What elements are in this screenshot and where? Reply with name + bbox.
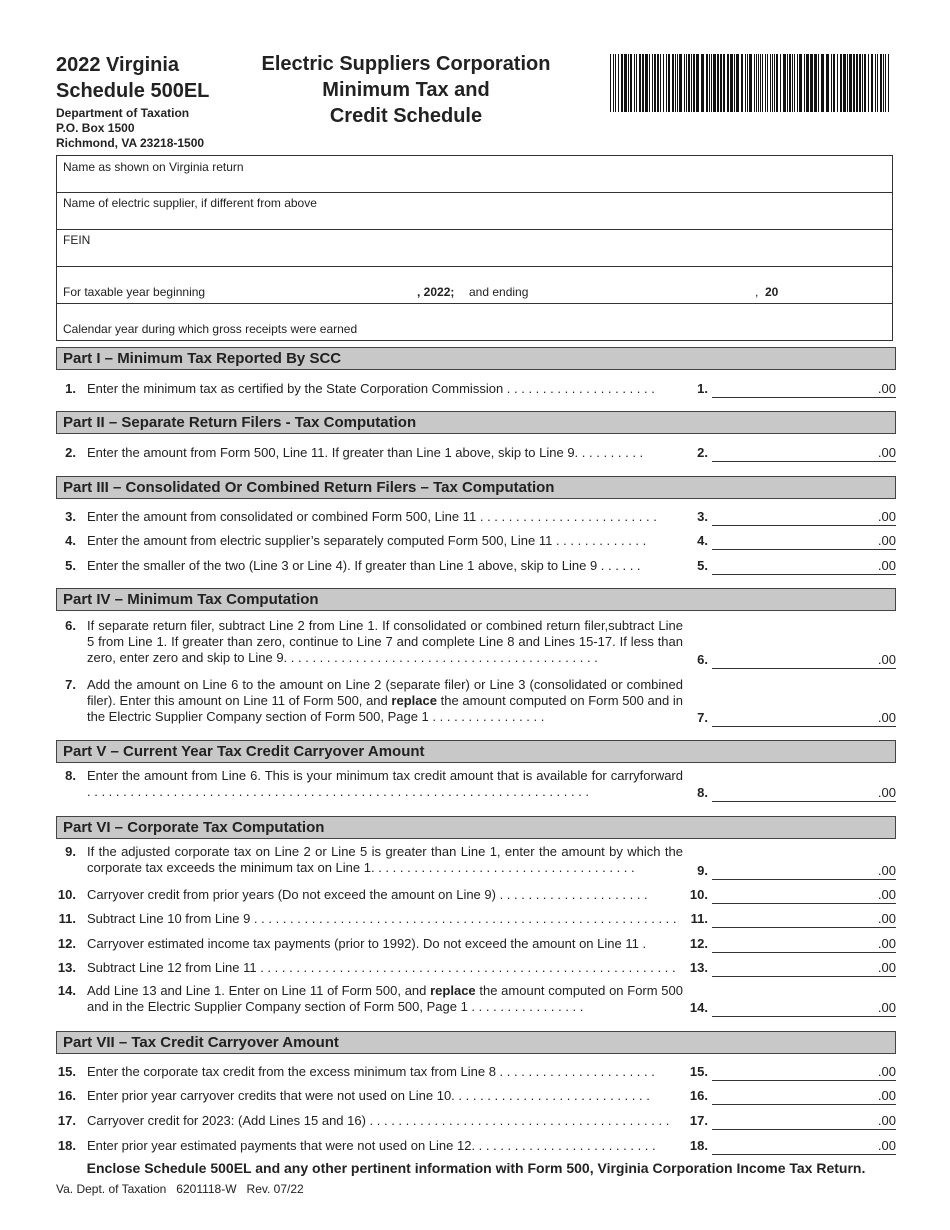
line-ref: 15. [689, 1064, 708, 1079]
barcode-bar [723, 54, 725, 112]
line-number: 11. [58, 911, 76, 926]
taxable-year-field[interactable] [56, 266, 893, 304]
barcode-bar [652, 54, 653, 112]
barcode-bar [717, 54, 719, 112]
barcode-bar [736, 54, 739, 112]
barcode-bar [833, 54, 835, 112]
barcode-bar [853, 54, 855, 112]
barcode-bar [672, 54, 674, 112]
taxable-year-2022: , 2022; [417, 285, 455, 299]
part-7-header: Part VII – Tax Credit Carryover Amount [56, 1031, 896, 1054]
line-number: 15. [57, 1064, 76, 1079]
barcode-bar [792, 54, 793, 112]
barcode-bar [772, 54, 773, 112]
barcode-bar [693, 54, 695, 112]
line-6-amount-field[interactable]: .00 [712, 652, 896, 669]
barcode-bar [613, 54, 614, 112]
barcode-bar [610, 54, 611, 112]
line-13-amount-field[interactable]: .00 [712, 960, 896, 977]
barcode-bar [849, 54, 852, 112]
barcode-bar [679, 54, 682, 112]
line-text: Enter the amount from consolidated or combined Form 500, Line 11 . . . . . . . . . . . . . . . . . . . . . . . . . [87, 509, 657, 524]
barcode-bar [666, 54, 667, 112]
line-text: Enter the amount from Form 500, Line 11. If greater than Line 1 above, skip to Line 9. . . . . . . . . . [87, 445, 644, 460]
barcode-bar [770, 54, 771, 112]
heading-line-3: Credit Schedule [329, 105, 483, 127]
barcode-bar [630, 54, 632, 112]
line-text: Enter the amount from Line 6. This is your minimum tax credit amount that is available for carryforward . . . . . . . . . . . . . . . . . . . . . . . . . . . . . . . . . . . . . . . . . . . . . . . . . . . . . . . . . . . . . . . . . . . . . . [87, 768, 683, 799]
line-14-text-part-1: Add Line 13 and Line 1. Enter on Line 11 of Form 500, and [87, 983, 431, 998]
barcode-bar [636, 54, 637, 112]
barcode-bar [877, 54, 878, 112]
line-9 [56, 844, 896, 882]
barcode-bar [776, 54, 778, 112]
line-14 [56, 983, 896, 1019]
part-4-header: Part IV – Minimum Tax Computation [56, 588, 896, 611]
barcode-bar [684, 54, 685, 112]
line-8-amount-field[interactable]: .00 [712, 785, 896, 802]
barcode-bar [706, 54, 708, 112]
form-year-title: 2022 Virginia [56, 54, 180, 76]
line-number: 9. [65, 844, 76, 859]
line-text: Carryover credit from prior years (Do not exceed the amount on Line 9) . . . . . . . . . . . . . . . . . . . . . [87, 887, 648, 902]
barcode-bar [888, 54, 889, 112]
line-9-amount-field[interactable]: .00 [712, 863, 896, 880]
line-number: 6. [65, 618, 76, 633]
line-number: 18. [57, 1138, 76, 1153]
line-text: Enter the smaller of the two (Line 3 or Line 4). If greater than Line 1 above, skip to Line 9 . . . . . . [87, 558, 641, 573]
line-number: 7. [65, 677, 76, 692]
supplier-name-label: Name of electric supplier, if different from above [63, 196, 317, 210]
barcode-bar [621, 54, 623, 112]
barcode-bar [754, 54, 755, 112]
line-number: 17. [57, 1113, 76, 1128]
line-7-amount-field[interactable]: .00 [712, 710, 896, 727]
barcode-bar [645, 54, 648, 112]
barcode-bar [794, 54, 795, 112]
line-ref: 18. [689, 1138, 708, 1153]
line-ref: 5. [697, 558, 708, 573]
line-ref: 2. [697, 445, 708, 460]
barcode-bar [804, 54, 805, 112]
barcode-bar [767, 54, 768, 112]
line-1 [56, 381, 896, 399]
line-ref: 14. [689, 1000, 708, 1015]
barcode-bar [657, 54, 659, 112]
part-6-header: Part VI – Corporate Tax Computation [56, 816, 896, 839]
line-ref: 16. [689, 1088, 708, 1103]
barcode-bar [774, 54, 775, 112]
line-14-text-part-2: the amount computed on Form 500 and in the Electric Supplier Company section of Form 500, Page 1 . . . . . . . . . . . . . . . . [87, 983, 683, 1014]
part-3-header: Part III – Consolidated Or Combined Return Filers – Tax Computation [56, 476, 896, 499]
barcode-bar [642, 54, 644, 112]
line-number: 10. [57, 887, 76, 902]
line-11-amount-field[interactable]: .00 [712, 911, 896, 928]
po-box: P.O. Box 1500 [56, 121, 135, 135]
barcode-bar [691, 54, 692, 112]
line-7-text-part-1: Add the amount on Line 6 to the amount on Line 2 (separate filer) or Line 3 (consolidated or combined filer). Enter this amount on Line 11 of Form 500, and [87, 677, 683, 708]
line-number: 16. [57, 1088, 76, 1103]
barcode-bar [634, 54, 635, 112]
barcode-bar [818, 54, 819, 112]
enclosure-note: Enclose Schedule 500EL and any other pertinent information with Form 500, Virginia Corporation Income Tax Return. [86, 1160, 866, 1176]
line-text: Carryover estimated income tax payments (prior to 1992). Do not exceed the amount on Line 11 . [87, 936, 647, 951]
department-address [56, 106, 204, 151]
line-14-replace-emphasis: replace [430, 983, 476, 998]
line-number: 4. [65, 533, 76, 548]
line-8 [56, 768, 896, 804]
line-15-amount-field[interactable]: .00 [712, 1064, 896, 1081]
part-2-header: Part II – Separate Return Filers - Tax Computation [56, 411, 896, 434]
barcode-bar [797, 54, 798, 112]
barcode-image [610, 54, 892, 112]
line-2 [56, 445, 896, 463]
line-number: 2. [65, 445, 76, 460]
barcode-bar [663, 54, 664, 112]
barcode-bar [783, 54, 786, 112]
barcode-bar [756, 54, 757, 112]
barcode-bar [789, 54, 791, 112]
form-identifier: Va. Dept. of Taxation 6201118-W Rev. 07/22 [56, 1182, 304, 1196]
taxable-year-comma: , [755, 285, 759, 299]
barcode-bar [730, 54, 733, 112]
barcode-bar [871, 54, 873, 112]
calendar-year-label: Calendar year during which gross receipts were earned [63, 322, 358, 336]
department-name: Department of Taxation [56, 106, 190, 120]
barcode-bar [686, 54, 687, 112]
line-text [87, 983, 683, 1015]
barcode-bar [734, 54, 735, 112]
barcode-bar [749, 54, 752, 112]
barcode-bar [880, 54, 882, 112]
line-text [87, 677, 683, 725]
line-ref: 10. [689, 887, 708, 902]
line-text: If the adjusted corporate tax on Line 2 or Line 5 is greater than Line 1, enter the amount by which the corporate tax exceeds the minimum tax on Line 1. . . . . . . . . . . . . . . . . . . . . . . . . . . . . . . . . . . . . [87, 844, 683, 875]
line-ref: 12. [689, 936, 708, 951]
line-text: If separate return filer, subtract Line 2 from Line 1. If consolidated or combined return filer,subtract Line 5 from Line 1. If greater than zero, continue to Line 7 and complete Line 8 and Lines 15-17. If less than zero, enter zero and skip to Line 9. . . . . . . . . . . . . . . . . . . . . . . . . . . . . . . . . . . . . . . . . . . . [87, 618, 683, 665]
name-field-label: Name as shown on Virginia return [63, 160, 244, 174]
barcode-bar [615, 54, 616, 112]
line-number: 3. [65, 509, 76, 524]
fein-label: FEIN [63, 233, 91, 247]
schedule-heading [238, 51, 574, 129]
barcode-bar [696, 54, 699, 112]
line-18-amount-field[interactable]: .00 [712, 1138, 896, 1155]
city-state-zip: Richmond, VA 23218-1500 [56, 136, 205, 150]
line-number: 13. [57, 960, 76, 975]
barcode-bar [780, 54, 781, 112]
barcode-bar [787, 54, 788, 112]
line-text: Enter prior year estimated payments that were not used on Line 12. . . . . . . . . . . . . . . . . . . . . . . . . . [87, 1138, 656, 1153]
barcode-bar [875, 54, 876, 112]
line-number: 8. [65, 768, 76, 783]
line-text: Enter the corporate tax credit from the excess minimum tax from Line 8 . . . . . . . . . . . . . . . . . . . . . . [87, 1064, 655, 1079]
name-field[interactable] [56, 155, 893, 193]
line-number: 1. [65, 381, 76, 396]
line-text: Enter prior year carryover credits that were not used on Line 10. . . . . . . . . . . . . . . . . . . . . . . . . . . . [87, 1088, 650, 1103]
line-ref: 17. [689, 1113, 708, 1128]
barcode-bar [688, 54, 690, 112]
barcode-bar [806, 54, 809, 112]
barcode-bar [675, 54, 676, 112]
part-1-header: Part I – Minimum Tax Reported By SCC [56, 347, 896, 370]
line-14-amount-field[interactable]: .00 [712, 1000, 896, 1017]
barcode-bar [859, 54, 861, 112]
barcode-bar [810, 54, 813, 112]
barcode-bar [847, 54, 848, 112]
line-10-amount-field[interactable]: .00 [712, 887, 896, 904]
barcode-bar [856, 54, 858, 112]
line-7-text-part-2: the amount computed on Form 500 and in the Electric Supplier Company section of Form 500, Page 1 . . . . . . . . . . . . . . . . [87, 693, 683, 724]
line-number: 12. [57, 936, 76, 951]
line-text: Carryover credit for 2023: (Add Lines 15 and 16) . . . . . . . . . . . . . . . . . . . . . . . . . . . . . . . . . . . . . . . . . . [87, 1113, 670, 1128]
line-text: Enter the amount from electric supplier’s separately computed Form 500, Line 11 . . . . . . . . . . . . . [87, 533, 647, 548]
barcode-bar [840, 54, 842, 112]
barcode-bar [628, 54, 629, 112]
line-ref: 7. [697, 710, 708, 725]
barcode-bar [677, 54, 678, 112]
barcode-bar [883, 54, 884, 112]
barcode-bar [741, 54, 743, 112]
line-number: 14. [57, 983, 76, 998]
line-16-amount-field[interactable]: .00 [712, 1088, 896, 1105]
line-4-amount-field[interactable]: .00 [712, 533, 896, 550]
barcode-bar [745, 54, 746, 112]
part-5-header: Part V – Current Year Tax Credit Carryover Amount [56, 740, 896, 763]
barcode-bar [668, 54, 670, 112]
line-text: Subtract Line 10 from Line 9 . . . . . . . . . . . . . . . . . . . . . . . . . . . . . . . . . . . . . . . . . . . . . . . . . . . . . . . . . . . [87, 911, 677, 926]
barcode-bar [885, 54, 886, 112]
barcode-bar [758, 54, 759, 112]
barcode-bar [765, 54, 766, 112]
barcode-bar [654, 54, 656, 112]
line-ref: 4. [697, 533, 708, 548]
barcode-bar [760, 54, 761, 112]
line-text: Subtract Line 12 from Line 11 . . . . . . . . . . . . . . . . . . . . . . . . . . . . . . . . . . . . . . . . . . . . . . . . . . . . . . . . . . [87, 960, 676, 975]
calendar-year-field[interactable] [56, 303, 893, 341]
barcode-bar [864, 54, 866, 112]
line-text: Enter the minimum tax as certified by the State Corporation Commission . . . . . . . . . . . . . . . . . . . . . [87, 381, 655, 396]
line-1-amount-field[interactable]: .00 [712, 381, 896, 398]
fein-field[interactable] [56, 229, 893, 267]
barcode-bar [618, 54, 619, 112]
barcode-bar [762, 54, 763, 112]
barcode-bar [727, 54, 729, 112]
line-2-amount-field[interactable]: .00 [712, 445, 896, 462]
supplier-name-field[interactable] [56, 192, 893, 230]
taxable-year-label: For taxable year beginning [63, 285, 206, 299]
line-5-amount-field[interactable]: .00 [712, 558, 896, 575]
line-number: 5. [65, 558, 76, 573]
line-ref: 11. [690, 911, 708, 926]
line-ref: 6. [697, 652, 708, 667]
barcode-bar [826, 54, 829, 112]
taxable-year-20: 20 [765, 285, 779, 299]
barcode-bar [843, 54, 846, 112]
barcode-bar [831, 54, 832, 112]
barcode-bar [720, 54, 722, 112]
line-7-replace-emphasis: replace [391, 693, 437, 708]
taxable-year-ending-label: and ending [469, 285, 529, 299]
barcode-bar [837, 54, 838, 112]
barcode-bar [711, 54, 712, 112]
line-3-amount-field[interactable]: .00 [712, 509, 896, 526]
line-17-amount-field[interactable]: .00 [712, 1113, 896, 1130]
barcode-bar [821, 54, 824, 112]
barcode-bar [701, 54, 704, 112]
line-6 [56, 618, 896, 674]
schedule-title: Schedule 500EL [56, 80, 210, 102]
barcode-bar [868, 54, 869, 112]
barcode-bar [639, 54, 641, 112]
barcode-bar [624, 54, 627, 112]
barcode-bar [862, 54, 863, 112]
barcode-bar [660, 54, 661, 112]
line-ref: 1. [697, 381, 708, 396]
barcode-bar [799, 54, 802, 112]
heading-line-1: Electric Suppliers Corporation [261, 53, 551, 75]
line-ref: 3. [697, 509, 708, 524]
barcode-bar [713, 54, 716, 112]
line-ref: 9. [697, 863, 708, 878]
barcode-bar [814, 54, 817, 112]
line-12-amount-field[interactable]: .00 [712, 936, 896, 953]
barcode-bar [649, 54, 650, 112]
line-ref: 8. [697, 785, 708, 800]
heading-line-2: Minimum Tax and [322, 79, 490, 101]
form-title [56, 52, 209, 104]
line-7 [56, 677, 896, 733]
line-ref: 13. [689, 960, 708, 975]
barcode-bar [709, 54, 710, 112]
barcode-bar [747, 54, 748, 112]
